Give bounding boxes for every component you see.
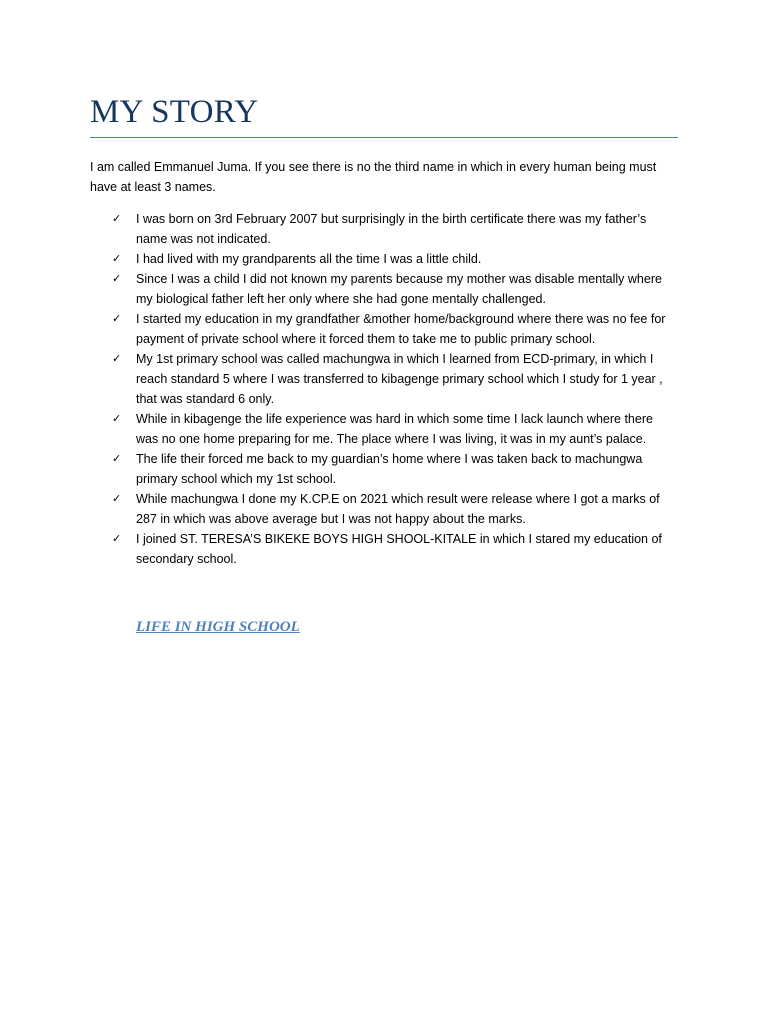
- list-item-text: I joined ST. TERESA’S BIKEKE BOYS HIGH SHOOL-KITALE in which I stared my education of secondary school.: [136, 532, 662, 566]
- intro-paragraph: I am called Emmanuel Juma. If you see there is no the third name in which in every human being must have at least 3 names.: [90, 160, 657, 194]
- list-item: [90, 489, 678, 529]
- list-item-text: While machungwa I done my K.CP.E on 2021 which result were release where I got a marks of 287 in which was above average but I was not happy about the marks.: [136, 492, 660, 526]
- check-icon: ✓: [112, 412, 122, 425]
- list-item: [90, 269, 678, 309]
- list-item: [90, 449, 678, 489]
- story-bullet-list: [90, 209, 678, 569]
- list-item: [90, 249, 678, 269]
- list-item: [90, 309, 678, 349]
- check-icon: ✓: [112, 352, 122, 365]
- list-item-text: I had lived with my grandparents all the time I was a little child.: [136, 252, 482, 266]
- check-icon: ✓: [112, 272, 122, 285]
- check-icon: ✓: [112, 532, 122, 545]
- list-item-text: I was born on 3rd February 2007 but surprisingly in the birth certificate there was my father’s name was not indicated.: [136, 212, 647, 246]
- list-item-text: While in kibagenge the life experience was hard in which some time I lack launch where there was no one home preparing for me. The place where I was living, it was in my aunt’s palace.: [136, 412, 653, 446]
- list-item-text: Since I was a child I did not known my parents because my mother was disable mentally where my biological father left her only where she had gone mentally challenged.: [136, 272, 662, 306]
- check-icon: ✓: [112, 212, 122, 225]
- title-underline-divider: [90, 137, 678, 138]
- section-heading-life-in-high-school: LIFE IN HIGH SCHOOL: [136, 619, 300, 635]
- check-icon: ✓: [112, 312, 122, 325]
- list-item: [90, 529, 678, 569]
- list-item: [90, 409, 678, 449]
- list-item-text: I started my education in my grandfather &mother home/background where there was no fee for payment of private school where it forced them to take me to public primary school.: [136, 312, 666, 346]
- check-icon: ✓: [112, 452, 122, 465]
- check-icon: ✓: [112, 252, 122, 265]
- list-item: [90, 349, 678, 409]
- check-icon: ✓: [112, 492, 122, 505]
- list-item-text: The life their forced me back to my guardian’s home where I was taken back to machungwa primary school which my 1st school.: [136, 452, 643, 486]
- page-title: MY STORY: [90, 94, 259, 130]
- list-item-text: My 1st primary school was called machungwa in which I learned from ECD-primary, in which I reach standard 5 where I was transferred to kibagenge primary school which I study for 1 year , that was standard 6 only.: [136, 352, 663, 406]
- list-item: [90, 209, 678, 249]
